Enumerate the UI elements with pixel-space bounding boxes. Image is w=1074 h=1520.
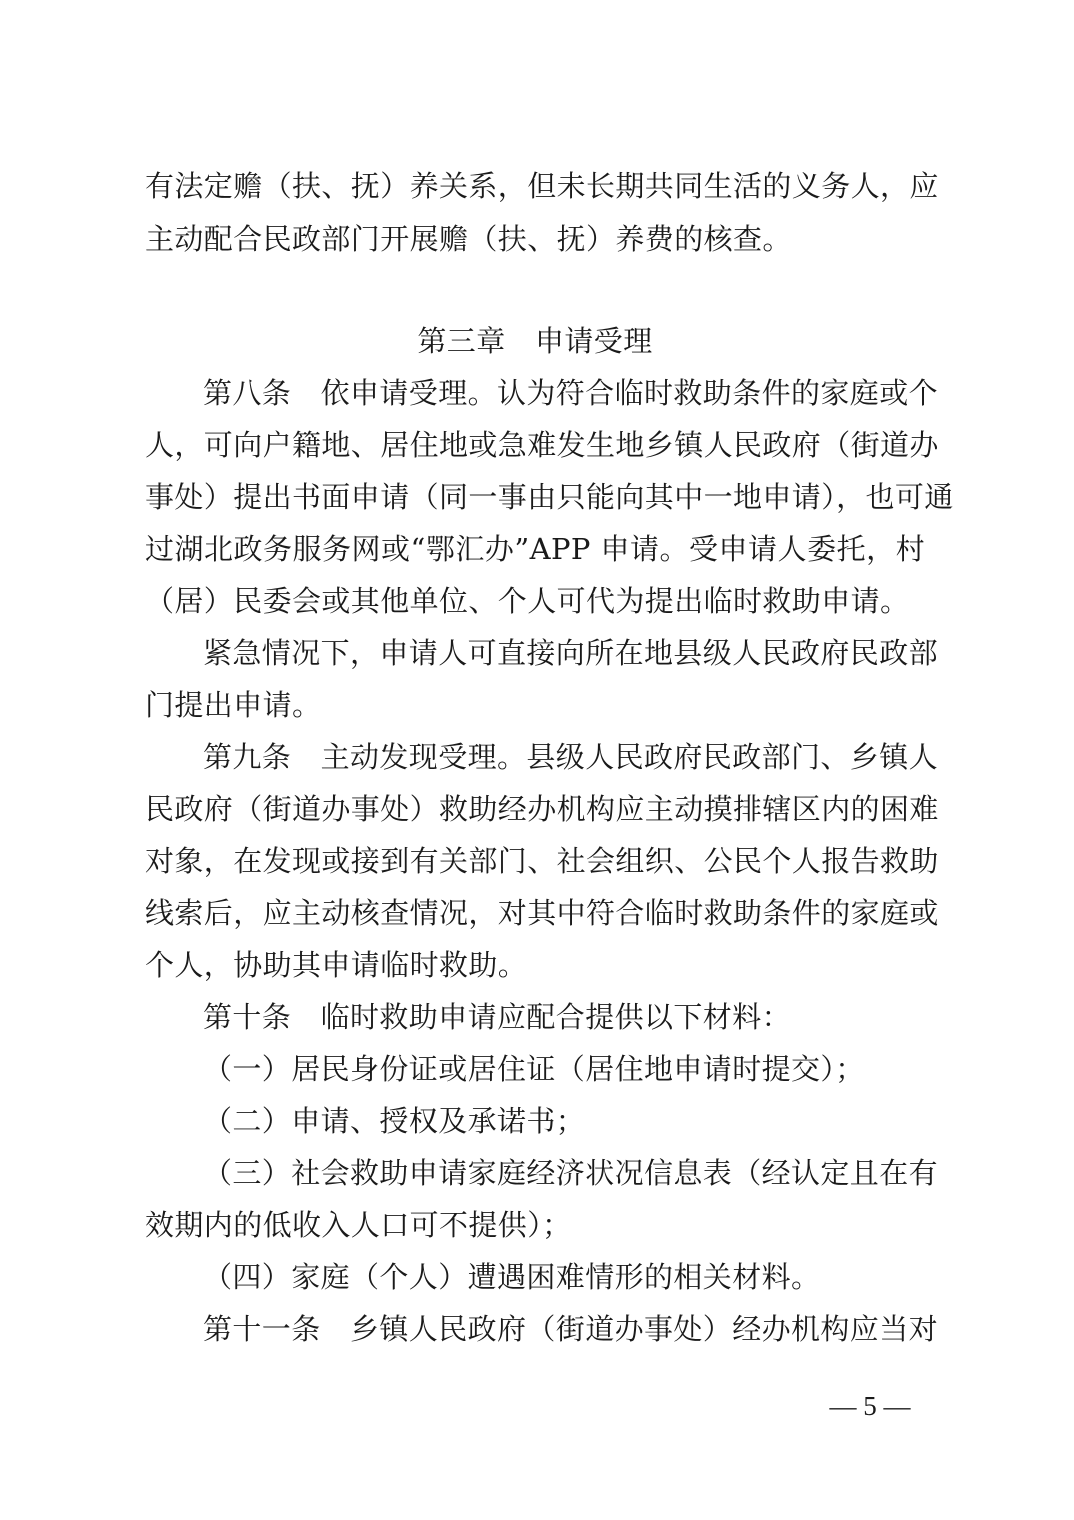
article-8-line: 事处）提出书面申请（同一事由只能向其中一地申请），也可通 bbox=[145, 480, 954, 514]
article-9-line: 民政府（街道办事处）救助经办机构应主动摸排辖区内的困难 bbox=[145, 792, 939, 826]
article-11-line: 第十一条 乡镇人民政府（街道办事处）经办机构应当对 bbox=[203, 1312, 939, 1346]
article-9-line: 第九条 主动发现受理。县级人民政府民政部门、乡镇人 bbox=[203, 740, 939, 774]
article-8-line: （居）民委会或其他单位、个人可代为提出临时救助申请。 bbox=[145, 584, 910, 618]
article-8-line: 过湖北政务服务网或“鄂汇办”APP 申请。受申请人委托，村 bbox=[145, 532, 925, 566]
body-text-line: 有法定赡（扶、抚）养关系，但未长期共同生活的义务人，应 bbox=[145, 169, 939, 203]
material-item-3-continued: 效期内的低收入人口可不提供）； bbox=[145, 1208, 572, 1242]
chapter-heading: 第三章 申请受理 bbox=[417, 324, 653, 358]
page-number: — 5 — bbox=[829, 1391, 911, 1421]
emergency-paragraph-line: 紧急情况下，申请人可直接向所在地县级人民政府民政部 bbox=[203, 636, 939, 670]
body-text-line: 主动配合民政部门开展赡（扶、抚）养费的核查。 bbox=[145, 222, 792, 256]
material-item-3: （三）社会救助申请家庭经济状况信息表（经认定且在有 bbox=[203, 1156, 939, 1190]
article-9-line: 对象，在发现或接到有关部门、社会组织、公民个人报告救助 bbox=[145, 844, 939, 878]
article-10-line: 第十条 临时救助申请应配合提供以下材料： bbox=[203, 1000, 792, 1034]
article-8-line: 人，可向户籍地、居住地或急难发生地乡镇人民政府（街道办 bbox=[145, 428, 939, 462]
material-item-4: （四）家庭（个人）遭遇困难情形的相关材料。 bbox=[203, 1260, 821, 1294]
material-item-2: （二）申请、授权及承诺书； bbox=[203, 1104, 586, 1138]
article-8-line: 第八条 依申请受理。认为符合临时救助条件的家庭或个 bbox=[203, 376, 939, 410]
article-9-line: 个人，协助其申请临时救助。 bbox=[145, 948, 528, 982]
material-item-1: （一）居民身份证或居住证（居住地申请时提交）； bbox=[203, 1052, 865, 1086]
article-9-line: 线索后，应主动核查情况，对其中符合临时救助条件的家庭或 bbox=[145, 896, 939, 930]
emergency-paragraph-line: 门提出申请。 bbox=[145, 688, 322, 722]
